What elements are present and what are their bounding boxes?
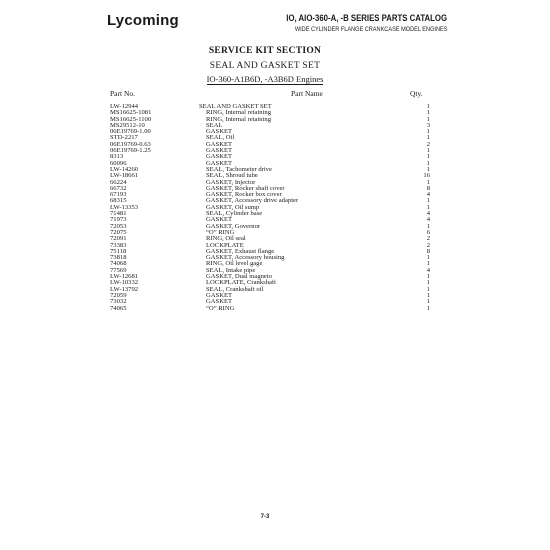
part-name-cell: GASKET, Accessory housing — [206, 254, 285, 262]
part-number-cell: STD-2217 — [110, 134, 138, 142]
part-number-cell: 8313 — [110, 153, 124, 161]
quantity-cell: 4 — [426, 210, 430, 218]
part-name-cell: “O” RING — [206, 304, 235, 312]
parts-table — [110, 104, 430, 312]
quantity-cell: 6 — [426, 228, 430, 236]
quantity-cell: 1 — [426, 134, 430, 142]
part-name-cell: LOCKPLATE, Crankshaft — [206, 279, 276, 287]
part-name-cell: SEAL, Crankshaft oil — [206, 285, 264, 293]
quantity-cell: 3 — [426, 121, 430, 129]
part-name-cell: GASKET, Exhaust flange — [206, 247, 275, 255]
page-number: 7-3 — [260, 514, 270, 520]
quantity-cell: 1 — [426, 159, 430, 167]
part-name-cell: SEAL, Intake pipe — [206, 266, 256, 274]
part-number-cell: LW-12944 — [110, 103, 139, 110]
part-name-cell: RING, Oil level gage — [206, 260, 263, 268]
part-name-cell: SEAL, Shroud tube — [206, 172, 258, 180]
part-name-cell: GASKET — [206, 216, 233, 224]
part-number-cell: 68315 — [110, 197, 127, 205]
part-name-cell: GASKET — [206, 128, 233, 136]
part-number-cell: 73032 — [110, 298, 127, 306]
part-name-cell: SEAL — [206, 121, 223, 129]
part-number-cell: 71973 — [110, 216, 127, 224]
part-name-cell: GASKET, Oil sump — [206, 203, 260, 211]
quantity-cell: 1 — [426, 178, 430, 186]
quantity-cell: 1 — [426, 197, 430, 205]
part-number-cell: 66732 — [110, 184, 127, 192]
part-number-cell: LW-13792 — [110, 285, 139, 293]
quantity-cell: 1 — [426, 285, 430, 293]
part-name-cell: GASKET — [206, 159, 233, 167]
quantity-cell: 2 — [426, 241, 430, 249]
quantity-cell: 4 — [426, 216, 430, 224]
part-name-cell: SEAL AND GASKET SET — [199, 103, 272, 110]
table-row — [110, 306, 430, 312]
part-number-cell: 06E19769-0.63 — [110, 140, 151, 148]
part-number-cell: LW-12681 — [110, 273, 139, 281]
part-name-cell: GASKET, Accessory drive adapter — [206, 197, 299, 205]
part-number-cell: LW-18661 — [110, 172, 139, 180]
quantity-cell: 1 — [426, 260, 430, 268]
quantity-cell: 1 — [426, 128, 430, 136]
quantity-cell: 1 — [426, 147, 430, 155]
part-number-cell: LW-10332 — [110, 279, 139, 287]
catalog-title: IO, AIO-360-A, -B SERIES PARTS CATALOG — [286, 13, 447, 24]
quantity-cell: 1 — [426, 165, 430, 173]
part-number-cell: 74065 — [110, 304, 127, 312]
part-number-cell: MS16625-1081 — [110, 109, 152, 117]
part-number-cell: 71481 — [110, 210, 127, 218]
part-name-cell: GASKET — [206, 298, 233, 306]
quantity-cell: 1 — [426, 291, 430, 299]
part-number-cell: 06E19769-1.00 — [110, 128, 151, 136]
quantity-cell: 2 — [426, 235, 430, 243]
part-number-cell: 73383 — [110, 241, 127, 249]
part-name-cell: GASKET, Injector — [206, 178, 256, 186]
quantity-cell: 8 — [426, 247, 430, 255]
part-name-cell: RING, Internal retaining — [206, 109, 272, 117]
part-name-cell: GASKET — [206, 147, 233, 155]
brand-logo-text: Lycoming — [107, 12, 179, 29]
column-header-part-no: Part No. — [110, 89, 135, 98]
part-number-cell: 77569 — [110, 266, 127, 274]
quantity-cell: 1 — [426, 103, 430, 110]
part-name-cell: SEAL, Cylinder base — [206, 210, 263, 218]
section-title: SERVICE KIT SECTION — [208, 46, 322, 56]
quantity-cell: 1 — [426, 298, 430, 306]
quantity-cell: 8 — [426, 184, 430, 192]
part-number-cell: 72059 — [110, 291, 127, 299]
part-number-cell: LW-13353 — [110, 203, 139, 211]
quantity-cell: 16 — [423, 172, 430, 180]
part-number-cell: 73818 — [110, 254, 127, 262]
part-number-cell: LW-14260 — [110, 165, 139, 173]
quantity-cell: 2 — [426, 140, 430, 148]
column-header-qty: Qty. — [410, 89, 423, 98]
quantity-cell: 4 — [426, 266, 430, 274]
part-number-cell: 66224 — [110, 178, 127, 186]
quantity-cell: 1 — [426, 203, 430, 211]
part-number-cell: MS16625-1100 — [110, 115, 152, 123]
part-name-cell: GASKET — [206, 153, 233, 161]
part-name-cell: GASKET, Dual magneto — [206, 273, 272, 281]
part-name-cell: GASKET, Rocker shaft cover — [206, 184, 285, 192]
quantity-cell: 1 — [426, 273, 430, 281]
part-name-cell: LOCKPLATE — [206, 241, 244, 249]
part-number-cell: 74068 — [110, 260, 127, 268]
quantity-cell: 1 — [426, 279, 430, 287]
column-header-part-name: Part Name — [291, 89, 323, 98]
quantity-cell: 1 — [426, 115, 430, 123]
quantity-cell: 1 — [426, 222, 430, 230]
part-name-cell: GASKET — [206, 140, 233, 148]
engine-applicability — [0, 74, 530, 84]
quantity-cell: 1 — [426, 153, 430, 161]
part-name-cell: SEAL, Oil — [206, 134, 235, 142]
part-number-cell: MS29512-10 — [110, 121, 145, 129]
part-name-cell: GASKET, Governor — [206, 222, 261, 230]
part-number-cell: 72053 — [110, 222, 127, 230]
quantity-cell: 4 — [426, 191, 430, 199]
part-number-cell: 75118 — [110, 247, 127, 255]
part-name-cell: SEAL, Tachometer drive — [206, 165, 272, 173]
part-number-cell: 72075 — [110, 228, 127, 236]
part-name-cell: GASKET — [206, 291, 233, 299]
quantity-cell: 1 — [426, 304, 430, 312]
quantity-cell: 1 — [426, 109, 430, 117]
part-name-cell: RING, Oil seal — [206, 235, 246, 243]
quantity-cell: 1 — [426, 254, 430, 262]
catalog-subtitle: WIDE CYLINDER FLANGE CRANKCASE MODEL ENGINES — [294, 26, 447, 33]
part-number-cell: 67193 — [110, 191, 127, 199]
part-name-cell: “O” RING — [206, 228, 235, 236]
part-number-cell: 60096 — [110, 159, 127, 167]
part-number-cell: 06E19769-1.25 — [110, 147, 151, 155]
kit-title: SEAL AND GASKET SET — [209, 61, 321, 71]
engine-applicability-text: IO-360-A1B6D, -A3B6D Engines — [206, 74, 324, 84]
part-name-cell: GASKET, Rocker box cover — [206, 191, 282, 199]
part-name-cell: RING, Internal retaining — [206, 115, 272, 123]
part-number-cell: 72091 — [110, 235, 127, 243]
